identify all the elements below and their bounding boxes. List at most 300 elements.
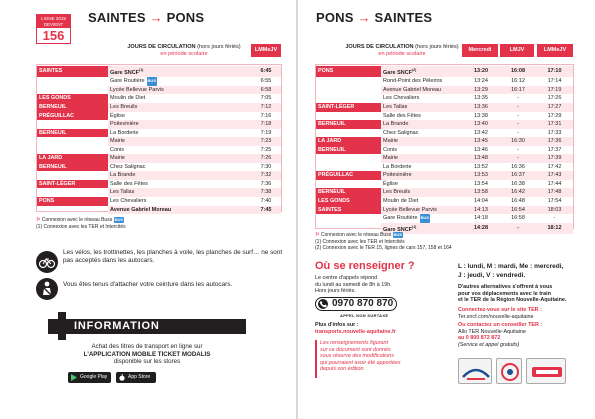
stop-cell bbox=[108, 206, 251, 215]
stop-name: Les Tallas bbox=[383, 104, 408, 111]
footnote-1: (1) Connexion avec les TER et Intercités bbox=[315, 239, 405, 245]
time-cell: 7:38 bbox=[251, 188, 281, 197]
footnote-ref: (1) bbox=[139, 68, 144, 72]
time-cell: 6:45 bbox=[251, 66, 281, 77]
commune-cell: PRÉGUILLAC bbox=[37, 112, 108, 121]
table-row bbox=[37, 197, 281, 206]
apple-icon bbox=[119, 374, 125, 381]
circulation-header bbox=[125, 44, 243, 58]
time-cell: 6:58 bbox=[251, 86, 281, 95]
stop-name: Lycée Bellevue Parvis bbox=[110, 86, 164, 93]
commune-cell bbox=[37, 171, 108, 180]
time-cell: 16:08 bbox=[500, 66, 536, 77]
col-header-lmjv: LMJV bbox=[500, 44, 534, 57]
time-cell: 16:54 bbox=[500, 206, 536, 215]
time-cell: 13:36 bbox=[462, 103, 500, 112]
time-cell: 13:40 bbox=[462, 120, 500, 129]
footnote-ref: (1) bbox=[412, 224, 417, 229]
table-row bbox=[316, 129, 573, 138]
no-bike-icon bbox=[36, 251, 58, 273]
arrow-right-icon: → bbox=[149, 10, 163, 25]
stop-name: Gare SNCF bbox=[383, 226, 413, 233]
commune-cell: LA JARD bbox=[37, 154, 108, 163]
commune-cell bbox=[37, 77, 108, 86]
table-row bbox=[316, 103, 573, 112]
time-cell: 7:45 bbox=[251, 206, 281, 215]
commune-cell: BERNEUIL bbox=[316, 146, 381, 155]
commune-cell bbox=[316, 94, 381, 103]
time-cell: 7:05 bbox=[260, 95, 272, 102]
time-cell: 13:38 bbox=[474, 112, 488, 119]
bus-connection-note bbox=[36, 217, 124, 223]
circulation-note: (hors jours fériés) bbox=[195, 44, 241, 50]
stop-cell bbox=[108, 77, 251, 86]
app-store-label: App Store bbox=[128, 374, 151, 380]
stop-cell bbox=[108, 163, 251, 172]
stop-name: Mairie bbox=[110, 138, 125, 145]
stop-cell bbox=[381, 66, 462, 77]
stop-cell bbox=[108, 188, 251, 197]
time-cell: 16:37 bbox=[500, 171, 536, 180]
time-cell: 16:42 bbox=[500, 188, 536, 197]
time-cell: 16:30 bbox=[500, 137, 536, 146]
stop-name: Salle des Fêtes bbox=[383, 112, 421, 119]
region-logo bbox=[496, 358, 522, 384]
table-row bbox=[316, 120, 573, 129]
table-row bbox=[37, 163, 281, 172]
bus-icon: BUS bbox=[147, 77, 157, 86]
time-cell: 14:13 bbox=[462, 206, 500, 215]
stop-name: Les Chevaliers bbox=[383, 95, 420, 102]
ter-contact-label: Ou contactez un conseiller TER : bbox=[458, 322, 543, 328]
time-cell: 17:29 bbox=[547, 112, 562, 119]
time-cell: 17:48 bbox=[536, 188, 573, 197]
commune-cell bbox=[316, 77, 381, 86]
commune-cell bbox=[37, 206, 108, 215]
table-row bbox=[316, 94, 573, 103]
footnote-1: (1) Connexion avec les TER et Intercités bbox=[36, 224, 126, 230]
time-cell: 13:24 bbox=[474, 78, 488, 85]
seatbelt-icon bbox=[36, 278, 58, 300]
stop-name: La Borderie bbox=[110, 129, 139, 136]
stop-name: Moulin de Diet bbox=[110, 95, 146, 102]
commune-cell: BERNEUIL bbox=[37, 103, 108, 112]
stop-cell bbox=[108, 197, 251, 206]
time-cell: 17:26 bbox=[547, 95, 562, 102]
table-row bbox=[316, 112, 573, 121]
table-row bbox=[316, 77, 573, 86]
route-origin: PONS bbox=[316, 10, 354, 25]
stop-name: Gare Routière bbox=[383, 215, 418, 222]
stop-name: Moulin de Diet bbox=[383, 198, 419, 205]
stop-cell bbox=[381, 171, 462, 180]
stop-cell bbox=[108, 171, 251, 180]
ter-phone-note: (Service et appel gratuits) bbox=[458, 341, 520, 348]
time-cell: - bbox=[500, 120, 536, 129]
commune-cell bbox=[37, 146, 108, 155]
information-label: INFORMATION bbox=[74, 320, 160, 332]
commune-cell bbox=[37, 137, 108, 146]
stop-cell bbox=[108, 180, 251, 189]
time-cell: 17:14 bbox=[547, 78, 562, 85]
stop-name: Poitevinière bbox=[110, 121, 139, 128]
table-row bbox=[316, 66, 573, 77]
table-row bbox=[37, 94, 281, 103]
line-badge-caption: LIGNE 2019 DEVIENT bbox=[37, 15, 70, 28]
commune-cell bbox=[316, 129, 381, 138]
stop-name: Mairie bbox=[383, 155, 398, 162]
right-page bbox=[298, 0, 595, 419]
stop-name: Église bbox=[383, 180, 398, 187]
commune-cell: LA JARD bbox=[316, 137, 381, 146]
day-column-header: LMMeJV bbox=[251, 44, 281, 57]
ter-site bbox=[458, 307, 588, 320]
seatbelt-rule-text: Vous êtes tenus d'attacher votre ceinture dans les autocars. bbox=[63, 281, 233, 288]
stop-cell bbox=[108, 112, 251, 121]
stop-cell bbox=[381, 120, 462, 129]
commune-cell: LES GONDS bbox=[37, 94, 108, 103]
time-cell: 13:46 bbox=[474, 146, 488, 153]
google-play-label: Google Play bbox=[80, 374, 108, 380]
phone-number: 0970 870 870 bbox=[332, 298, 394, 309]
information-banner bbox=[48, 319, 246, 334]
phone-note: APPEL NON SURTAXÉ bbox=[340, 313, 389, 318]
app-purchase-text bbox=[36, 343, 258, 366]
route-title bbox=[88, 10, 204, 25]
table-row bbox=[37, 180, 281, 189]
more-info bbox=[315, 322, 396, 335]
train-icon: ⚐ bbox=[36, 217, 41, 223]
stop-cell bbox=[108, 154, 251, 163]
more-info-label: Plus d'infos sur : bbox=[315, 322, 359, 328]
stop-name: Poitevinière bbox=[383, 172, 412, 179]
time-cell: 17:36 bbox=[536, 137, 573, 146]
time-cell: - bbox=[517, 129, 519, 136]
commune-cell: SAINTES bbox=[37, 66, 108, 77]
bike-rule-text: Les vélos, les trottinettes, les planches à voile, les planches de surf… ne sont pas acceptés dans les autocars. bbox=[63, 249, 283, 264]
table-row bbox=[316, 171, 573, 180]
bus-connection-note bbox=[315, 232, 403, 238]
stop-cell bbox=[381, 77, 462, 86]
commune-cell: PRÉGUILLAC bbox=[316, 171, 381, 180]
commune-cell bbox=[37, 86, 108, 95]
time-cell: 17:37 bbox=[547, 146, 562, 153]
time-cell: 7:16 bbox=[260, 112, 272, 119]
route-origin: SAINTES bbox=[88, 10, 146, 25]
time-cell: 17:43 bbox=[536, 171, 573, 180]
time-cell: - bbox=[517, 146, 519, 153]
route-destination: PONS bbox=[166, 10, 205, 25]
stop-name: Les Chevaliers bbox=[110, 198, 147, 205]
stop-name: Les Breuils bbox=[110, 104, 138, 111]
time-cell: - bbox=[553, 215, 556, 222]
time-cell: 7:30 bbox=[260, 163, 272, 170]
call-center-line2: du lundi au samedi de 8h à 19h. bbox=[315, 281, 392, 288]
time-cell: 17:19 bbox=[536, 86, 573, 95]
google-play-button[interactable] bbox=[68, 372, 111, 383]
table-row bbox=[37, 120, 281, 129]
time-cell: 16:58 bbox=[511, 215, 525, 222]
stop-name: Chez Salignac bbox=[110, 163, 146, 170]
time-cell: 7:23 bbox=[251, 137, 281, 146]
time-cell: 17:27 bbox=[536, 103, 573, 112]
commune-cell: BERNEUIL bbox=[37, 163, 108, 172]
circulation-note: (hors jours fériés) bbox=[413, 44, 459, 50]
app-name: L'APPLICATION MOBILE TICKET MODALIS bbox=[83, 350, 211, 358]
time-cell: 17:42 bbox=[547, 163, 562, 170]
stop-cell bbox=[108, 103, 251, 112]
phone-number-box[interactable] bbox=[315, 297, 397, 311]
left-page bbox=[0, 0, 297, 419]
commune-cell: SAINT-LÉGER bbox=[37, 180, 108, 189]
stop-cell bbox=[381, 206, 462, 215]
time-cell: 16:17 bbox=[500, 86, 536, 95]
app-purchase-line1: Achat des titres de transport en ligne sur bbox=[91, 343, 203, 350]
time-cell: - bbox=[517, 95, 519, 102]
time-cell: 17:33 bbox=[547, 129, 562, 136]
table-row bbox=[316, 206, 573, 215]
time-cell: 13:48 bbox=[462, 154, 500, 163]
period-label: en période scolaire bbox=[378, 51, 426, 57]
time-cell: 7:18 bbox=[251, 120, 281, 129]
table-row bbox=[37, 137, 281, 146]
stop-cell bbox=[108, 94, 251, 103]
stop-name: Gare SNCF bbox=[383, 69, 413, 76]
time-cell: 13:45 bbox=[462, 137, 500, 146]
stop-cell bbox=[108, 129, 251, 138]
disclaimer-line: qui pourraient avoir été apportées bbox=[320, 359, 401, 366]
stop-cell bbox=[381, 180, 462, 189]
time-cell: 16:36 bbox=[511, 163, 525, 170]
stop-cell bbox=[381, 137, 462, 146]
stop-name: La Brande bbox=[110, 172, 136, 179]
route-title-return bbox=[316, 10, 432, 25]
app-purchase-line3: disponible sur les stores bbox=[113, 358, 181, 365]
stop-name: Rond-Point des Pèlerins bbox=[383, 78, 443, 85]
google-play-icon bbox=[71, 374, 77, 381]
website-link[interactable]: transports.nouvelle-aquitaine.fr bbox=[315, 328, 396, 335]
app-store-button[interactable] bbox=[116, 372, 156, 383]
commune-cell bbox=[316, 163, 381, 172]
phone-icon bbox=[318, 299, 328, 309]
disclaimer bbox=[320, 340, 430, 373]
table-row bbox=[37, 103, 281, 112]
time-cell: 18:12 bbox=[536, 223, 573, 234]
ter-site-label: Connectez-vous sur le site TER : bbox=[458, 307, 542, 313]
table-row bbox=[316, 188, 573, 197]
stop-name: Lycée Bellevue Parvis bbox=[383, 206, 437, 213]
time-cell: 16:48 bbox=[511, 198, 525, 205]
time-cell: - bbox=[500, 154, 536, 163]
time-cell: 17:31 bbox=[536, 120, 573, 129]
disclaimer-line: sous réserve des modifications bbox=[320, 353, 395, 360]
time-cell: 13:52 bbox=[474, 163, 488, 170]
modalis-logo bbox=[526, 358, 566, 384]
bus-connection-text: Connexion avec le réseau Buss bbox=[41, 217, 113, 223]
stop-name: Les Tallas bbox=[110, 189, 135, 196]
time-cell: 7:25 bbox=[260, 146, 272, 153]
stop-cell bbox=[381, 86, 462, 95]
time-cell: 7:32 bbox=[251, 171, 281, 180]
time-cell: 17:10 bbox=[536, 66, 573, 77]
commune-cell: BERNEUIL bbox=[316, 188, 381, 197]
disclaimer-rule bbox=[315, 340, 317, 378]
stop-cell bbox=[381, 129, 462, 138]
stop-name: La Borderie bbox=[383, 163, 412, 170]
stop-cell bbox=[381, 146, 462, 155]
time-cell: 6:55 bbox=[260, 78, 272, 85]
table-row bbox=[316, 146, 573, 155]
stop-name: Conis bbox=[110, 146, 125, 153]
call-center-line1: Le centre d'appels répond bbox=[315, 275, 378, 281]
time-cell: 7:12 bbox=[251, 103, 281, 112]
stop-cell bbox=[108, 120, 251, 129]
commune-cell: BERNEUIL bbox=[37, 129, 108, 138]
stop-name: Avenue Gabriel Moreau bbox=[383, 86, 441, 93]
time-cell: 16:38 bbox=[511, 180, 525, 187]
disclaimer-line: sur ce document sont donnés bbox=[320, 346, 391, 353]
col-header-lmmejv: LMMeJV bbox=[537, 44, 573, 57]
col-header-mercredi: Mercredi bbox=[462, 44, 498, 57]
circulation-label: JOURS DE CIRCULATION bbox=[345, 44, 414, 50]
table-row bbox=[37, 77, 281, 86]
commune-cell: LES GONDS bbox=[316, 197, 381, 206]
time-cell: - bbox=[500, 223, 536, 234]
time-cell: 7:19 bbox=[260, 129, 272, 136]
timetable-pons-saintes bbox=[316, 66, 573, 234]
table-row bbox=[316, 137, 573, 146]
info-section-title: Où se renseigner ? bbox=[315, 260, 415, 272]
stop-name: La Brande bbox=[383, 121, 409, 128]
bus-icon: BUS bbox=[393, 232, 403, 237]
table-row bbox=[37, 129, 281, 138]
table-row bbox=[37, 154, 281, 163]
table-row bbox=[37, 206, 281, 215]
commune-cell bbox=[37, 120, 108, 129]
commune-cell bbox=[316, 214, 381, 223]
call-center-line3: Hors jours fériés. bbox=[315, 288, 356, 295]
commune-cell: PONS bbox=[37, 197, 108, 206]
timetable-saintes-pons bbox=[37, 66, 281, 214]
commune-cell: SAINTES bbox=[316, 206, 381, 215]
days-legend-line1: L : lundi, M : mardi, Me : mercredi, bbox=[458, 263, 564, 270]
stop-cell bbox=[381, 94, 462, 103]
stop-cell bbox=[381, 214, 462, 223]
time-cell: 13:53 bbox=[462, 171, 500, 180]
time-cell: 13:42 bbox=[474, 129, 488, 136]
ter-site-link[interactable]: Ter.sncf.com/nouvelle-aquitaine bbox=[458, 313, 534, 320]
ter-phone[interactable]: au 0 800 872 872 bbox=[458, 335, 501, 342]
table-row bbox=[37, 171, 281, 180]
commune-cell bbox=[316, 154, 381, 163]
footnote-2: (2) Connexion avec le TER 15, lignes de cars 157, 158 et 164 bbox=[315, 245, 452, 251]
time-cell: - bbox=[500, 103, 536, 112]
table-row bbox=[316, 214, 573, 223]
commune-cell bbox=[316, 112, 381, 121]
line-badge bbox=[36, 14, 71, 44]
disclaimer-line: Les renseignements figurant bbox=[320, 340, 389, 346]
stop-name: Conis bbox=[383, 146, 398, 153]
time-cell: 16:12 bbox=[511, 78, 525, 85]
table-row bbox=[37, 86, 281, 95]
time-cell: 17:54 bbox=[547, 198, 562, 205]
table-row bbox=[316, 197, 573, 206]
stop-cell bbox=[108, 86, 251, 95]
ter-logo bbox=[458, 358, 492, 384]
table-row bbox=[37, 188, 281, 197]
table-row bbox=[316, 163, 573, 172]
days-legend bbox=[458, 262, 563, 280]
table-row bbox=[316, 86, 573, 95]
footnote-ref: (2) bbox=[412, 68, 417, 72]
time-cell: 7:40 bbox=[260, 198, 272, 205]
stop-name: Avenue Gabriel Moreau bbox=[110, 206, 172, 213]
commune-cell: BERNEUIL bbox=[316, 120, 381, 129]
commune-cell bbox=[316, 86, 381, 95]
stop-cell bbox=[108, 146, 251, 155]
ter-contact-name: Allo TER Nouvelle-Aquitaine bbox=[458, 328, 526, 335]
line-number: 156 bbox=[42, 28, 65, 43]
table-row bbox=[316, 180, 573, 189]
time-cell: 13:58 bbox=[462, 188, 500, 197]
time-cell: - bbox=[517, 112, 519, 119]
time-cell: 14:18 bbox=[474, 215, 488, 222]
stop-name: Église bbox=[110, 112, 125, 119]
circulation-label: JOURS DE CIRCULATION bbox=[127, 44, 196, 50]
ter-line3: et le TER de la Région Nouvelle-Aquitaine. bbox=[458, 297, 567, 304]
stop-cell bbox=[381, 103, 462, 112]
time-cell: 18:03 bbox=[536, 206, 573, 215]
stop-cell bbox=[381, 197, 462, 206]
stop-name: Salle des Fêtes bbox=[110, 180, 148, 187]
time-cell: 14:04 bbox=[474, 198, 488, 205]
stop-name: Les Breuils bbox=[383, 189, 411, 196]
stop-cell bbox=[381, 188, 462, 197]
time-cell: 13:35 bbox=[474, 95, 488, 102]
time-cell: 13:54 bbox=[474, 180, 488, 187]
stop-name: Chez Salignac bbox=[383, 129, 419, 136]
commune-cell bbox=[37, 188, 108, 197]
route-destination: SAINTES bbox=[374, 10, 433, 25]
disclaimer-line: depuis son édition. bbox=[320, 366, 365, 373]
time-cell: 13:29 bbox=[462, 86, 500, 95]
stop-cell bbox=[381, 154, 462, 163]
stop-cell bbox=[108, 66, 251, 77]
time-cell: 7:26 bbox=[251, 154, 281, 163]
table-row bbox=[37, 112, 281, 121]
commune-cell: SAINT-LÉGER bbox=[316, 103, 381, 112]
train-icon: ⚐ bbox=[315, 232, 320, 238]
time-cell: 14:28 bbox=[462, 223, 500, 234]
table-row bbox=[37, 146, 281, 155]
time-cell: 7:36 bbox=[260, 180, 272, 187]
arrow-right-icon: → bbox=[357, 10, 371, 25]
commune-cell bbox=[316, 180, 381, 189]
commune-cell: PONS bbox=[316, 66, 381, 77]
days-legend-line2: J : jeudi, V : vendredi. bbox=[458, 272, 526, 279]
stop-name: Mairie bbox=[383, 138, 398, 145]
stop-name: Mairie bbox=[110, 155, 125, 162]
ter-contact bbox=[458, 322, 588, 348]
time-cell: 13:20 bbox=[462, 66, 500, 77]
ter-line1: D'autres alternatives s'offrent à vous bbox=[458, 284, 553, 290]
stop-cell bbox=[108, 137, 251, 146]
stop-cell bbox=[381, 163, 462, 172]
time-cell: 17:39 bbox=[536, 154, 573, 163]
table-row bbox=[37, 66, 281, 77]
stop-name: Gare SNCF bbox=[110, 69, 140, 76]
ter-line2: pour vos déplacements avec le train bbox=[458, 290, 551, 297]
